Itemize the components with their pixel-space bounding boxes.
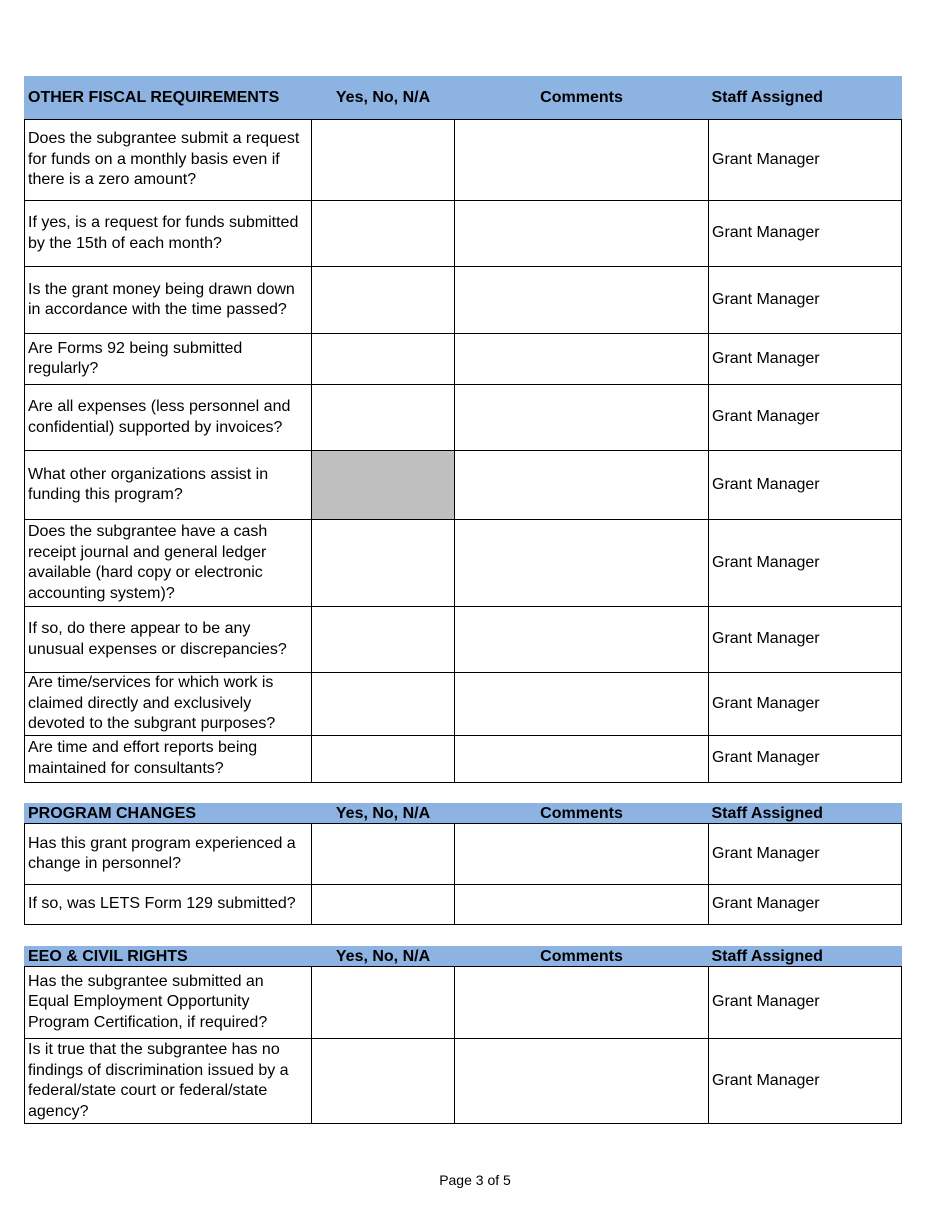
staff-cell: Grant Manager [709, 967, 902, 1039]
question-cell: If yes, is a request for funds submitted by the 15th of each month? [25, 201, 312, 267]
answer-cell-shaded [312, 451, 455, 520]
staff-cell: Grant Manager [709, 201, 902, 267]
program-changes-table [24, 803, 902, 925]
table-row [25, 824, 902, 885]
column-header-comments: Comments [455, 77, 709, 120]
question-cell: If so, do there appear to be any unusual expenses or discrepancies? [25, 607, 312, 673]
table-row [25, 967, 902, 1039]
column-header-comments: Comments [455, 947, 709, 967]
answer-cell[interactable] [312, 885, 455, 925]
section-header-row [25, 804, 902, 824]
answer-cell[interactable] [312, 267, 455, 334]
comments-cell[interactable] [455, 201, 709, 267]
column-header-yes-no: Yes, No, N/A [312, 947, 455, 967]
table-row [25, 607, 902, 673]
column-header-staff: Staff Assigned [709, 804, 902, 824]
comments-cell[interactable] [455, 824, 709, 885]
staff-cell: Grant Manager [709, 267, 902, 334]
question-cell: Are time and effort reports being maintained for consultants? [25, 735, 312, 782]
staff-cell: Grant Manager [709, 385, 902, 451]
section-title: EEO & CIVIL RIGHTS [25, 947, 312, 967]
column-header-staff: Staff Assigned [709, 77, 902, 120]
comments-cell[interactable] [455, 520, 709, 607]
comments-cell[interactable] [455, 885, 709, 925]
eeo-civil-rights-table [24, 946, 902, 1124]
comments-cell[interactable] [455, 735, 709, 782]
section-header-row [25, 947, 902, 967]
question-cell: If so, was LETS Form 129 submitted? [25, 885, 312, 925]
staff-cell: Grant Manager [709, 451, 902, 520]
question-cell: Has the subgrantee submitted an Equal Employment Opportunity Program Certification, if required? [25, 967, 312, 1039]
answer-cell[interactable] [312, 385, 455, 451]
staff-cell: Grant Manager [709, 120, 902, 201]
answer-cell[interactable] [312, 520, 455, 607]
staff-cell: Grant Manager [709, 673, 902, 736]
comments-cell[interactable] [455, 673, 709, 736]
table-row [25, 735, 902, 782]
question-cell: Are Forms 92 being submitted regularly? [25, 334, 312, 385]
staff-cell: Grant Manager [709, 607, 902, 673]
answer-cell[interactable] [312, 334, 455, 385]
staff-cell: Grant Manager [709, 520, 902, 607]
table-row [25, 885, 902, 925]
answer-cell[interactable] [312, 1039, 455, 1124]
comments-cell[interactable] [455, 334, 709, 385]
table-row [25, 334, 902, 385]
comments-cell[interactable] [455, 385, 709, 451]
question-cell: Does the subgrantee have a cash receipt journal and general ledger available (hard copy or electronic accounting system)? [25, 520, 312, 607]
comments-cell[interactable] [455, 120, 709, 201]
answer-cell[interactable] [312, 607, 455, 673]
comments-cell[interactable] [455, 607, 709, 673]
answer-cell[interactable] [312, 673, 455, 736]
staff-cell: Grant Manager [709, 885, 902, 925]
question-cell: Has this grant program experienced a change in personnel? [25, 824, 312, 885]
table-row [25, 1039, 902, 1124]
other-fiscal-requirements-table [24, 76, 902, 783]
section-title: PROGRAM CHANGES [25, 804, 312, 824]
answer-cell[interactable] [312, 824, 455, 885]
comments-cell[interactable] [455, 1039, 709, 1124]
answer-cell[interactable] [312, 201, 455, 267]
column-header-yes-no: Yes, No, N/A [312, 77, 455, 120]
page-number: Page 3 of 5 [439, 1172, 511, 1188]
column-header-staff: Staff Assigned [709, 947, 902, 967]
question-cell: Are all expenses (less personnel and confidential) supported by invoices? [25, 385, 312, 451]
comments-cell[interactable] [455, 267, 709, 334]
staff-cell: Grant Manager [709, 735, 902, 782]
comments-cell[interactable] [455, 967, 709, 1039]
question-cell: Does the subgrantee submit a request for funds on a monthly basis even if there is a zero amount? [25, 120, 312, 201]
staff-cell: Grant Manager [709, 1039, 902, 1124]
column-header-comments: Comments [455, 804, 709, 824]
question-cell: Are time/services for which work is claimed directly and exclusively devoted to the subgrant purposes? [25, 673, 312, 736]
staff-cell: Grant Manager [709, 824, 902, 885]
answer-cell[interactable] [312, 967, 455, 1039]
answer-cell[interactable] [312, 735, 455, 782]
staff-cell: Grant Manager [709, 334, 902, 385]
question-cell: Is the grant money being drawn down in accordance with the time passed? [25, 267, 312, 334]
section-title: OTHER FISCAL REQUIREMENTS [25, 77, 312, 120]
answer-cell[interactable] [312, 120, 455, 201]
table-row [25, 267, 902, 334]
question-cell: Is it true that the subgrantee has no findings of discrimination issued by a federal/state court or federal/state agency? [25, 1039, 312, 1124]
table-row [25, 120, 902, 201]
table-row [25, 385, 902, 451]
table-row [25, 201, 902, 267]
question-cell: What other organizations assist in funding this program? [25, 451, 312, 520]
comments-cell[interactable] [455, 451, 709, 520]
table-row [25, 673, 902, 736]
table-row [25, 520, 902, 607]
column-header-yes-no: Yes, No, N/A [312, 804, 455, 824]
section-header-row [25, 77, 902, 120]
table-row [25, 451, 902, 520]
